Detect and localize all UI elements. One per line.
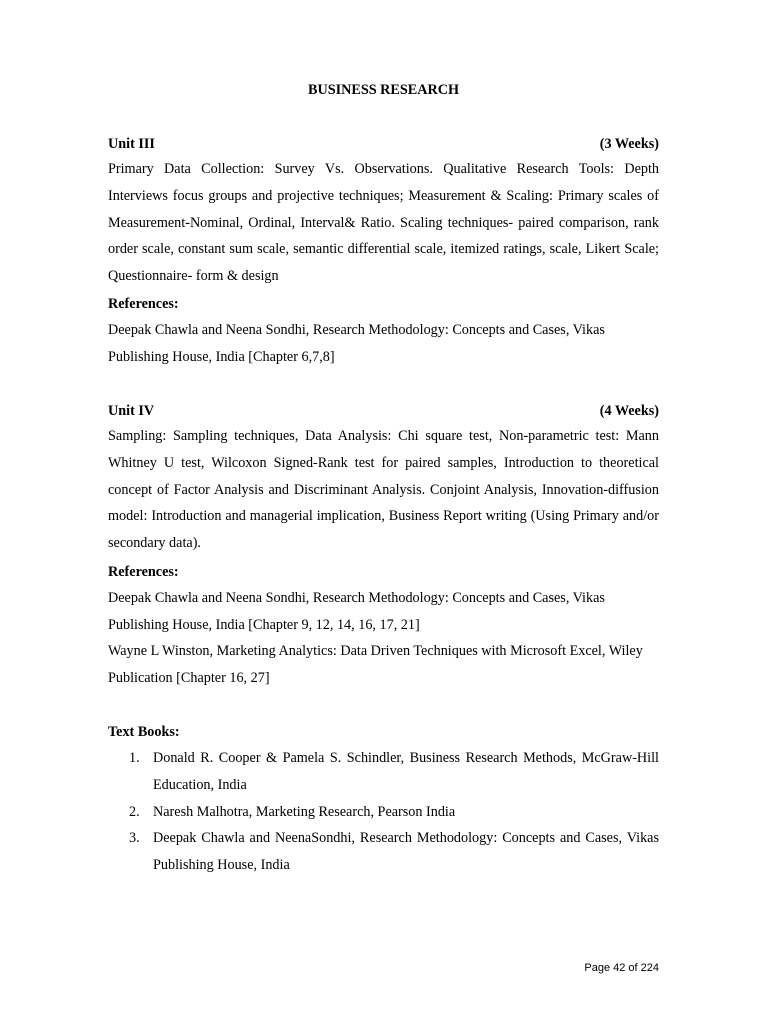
list-item <box>108 745 659 799</box>
unit-iv-label: Unit IV <box>108 403 155 419</box>
unit-iv-reference-2: Wayne L Winston, Marketing Analytics: Data Driven Techniques with Microsoft Excel, Wiley Publication [Chapter 16, 27] <box>108 643 643 686</box>
unit-iii-reference-1: Deepak Chawla and Neena Sondhi, Research Methodology: Concepts and Cases, Vikas Publishing House, India [Chapter 6,7,8] <box>108 322 605 365</box>
list-item-text: Deepak Chawla and NeenaSondhi, Research Methodology: Concepts and Cases, Vikas Publishing House, India <box>153 830 659 874</box>
unit-iii-duration: (3 Weeks) <box>599 136 659 152</box>
unit-iv-references-heading: References: <box>108 564 179 580</box>
list-item-text: Donald R. Cooper & Pamela S. Schindler, Business Research Methods, McGraw-Hill Education, India <box>153 750 659 793</box>
page-number: Page 42 of 224 <box>584 962 659 974</box>
document-page <box>108 0 659 1024</box>
unit-iii-body: Primary Data Collection: Survey Vs. Observations. Qualitative Research Tools: Depth Interviews focus groups and projective techniques; Measurement & Scaling: Primary scales of Measurement-Nominal, Ordinal, Interval& Ratio. Scaling techniques- paired comparison, rank order scale, constant sum scale, semantic differential scale, itemized ratings, scale, Likert Scale; Questionnaire- form & design <box>108 161 659 285</box>
unit-iii-references-heading: References: <box>108 296 179 312</box>
list-item-number: 3. <box>129 830 140 847</box>
unit-iv-header <box>108 402 659 420</box>
list-item-number: 2. <box>129 803 140 820</box>
unit-iv-duration: (4 Weeks) <box>599 403 659 419</box>
unit-iv-body: Sampling: Sampling techniques, Data Analysis: Chi square test, Non-parametric test: Mann Whitney U test, Wilcoxon Signed-Rank test for paired samples, Introduction to theoretical concept of Factor Analysis and Discriminant Analysis. Conjoint Analysis, Innovation-diffusion model: Introduction and managerial implication, Business Report writing (Using Primary and/or secondary data). <box>108 428 659 552</box>
unit-iii-label: Unit III <box>108 136 155 152</box>
unit-iii-header <box>108 135 659 153</box>
list-item-number: 1. <box>129 750 140 766</box>
unit-iv-reference-1: Deepak Chawla and Neena Sondhi, Research Methodology: Concepts and Cases, Vikas Publishing House, India [Chapter 9, 12, 14, 16, 17, 21] <box>108 590 605 633</box>
list-item <box>108 825 659 879</box>
list-item <box>108 799 659 826</box>
text-books-list <box>108 745 659 879</box>
page-title: BUSINESS RESEARCH <box>308 82 459 98</box>
list-item-text: Naresh Malhotra, Marketing Research, Pearson India <box>153 803 456 820</box>
text-books-heading: Text Books: <box>108 724 180 740</box>
